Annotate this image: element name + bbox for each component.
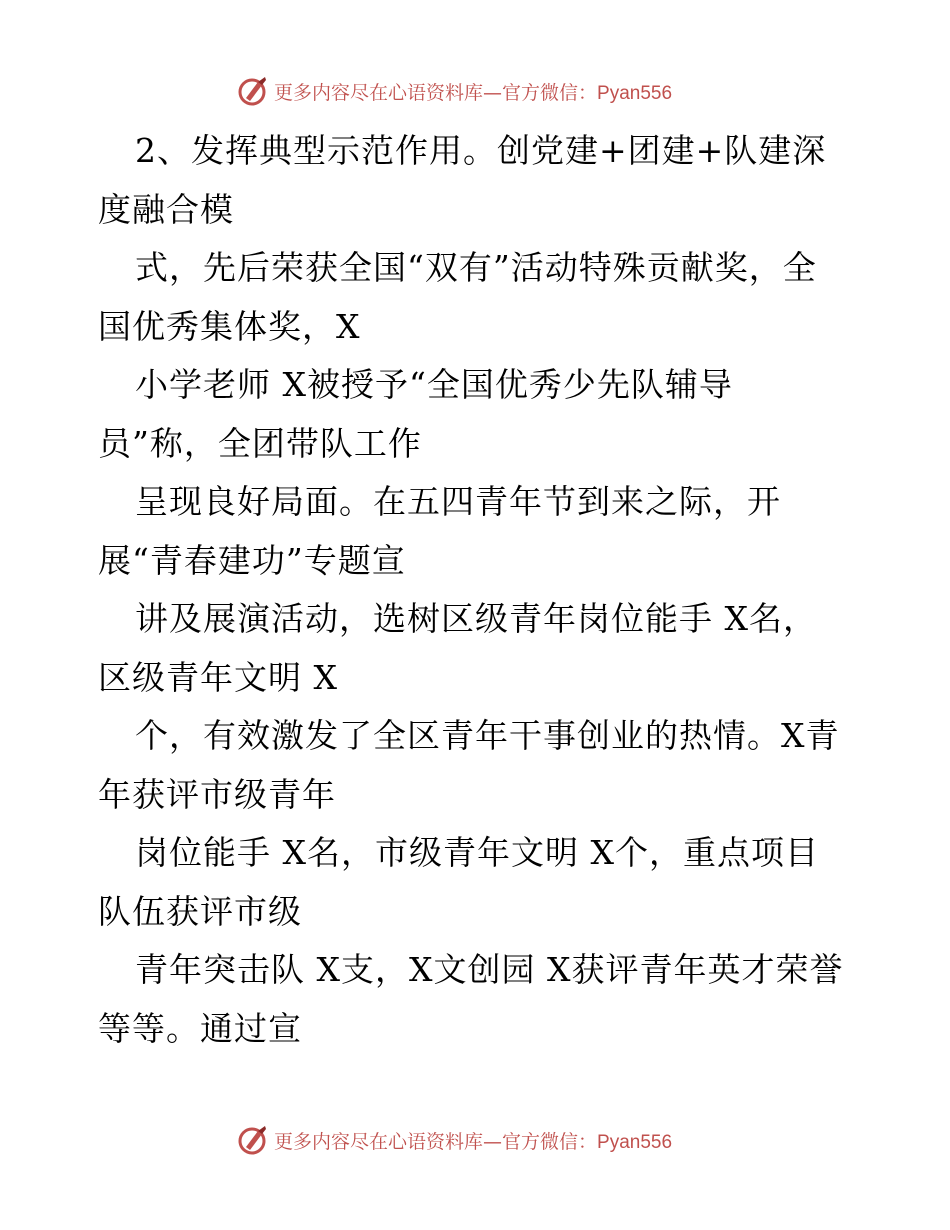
text-line: 小学老师 X被授予“全国优秀少先队辅导 — [135, 365, 733, 404]
watermark-text: 更多内容尽在心语资料库—官方微信：Pyan556 — [274, 81, 673, 104]
text-line: 2、发挥典型示范作用。创党建+团建+队建深 — [135, 131, 827, 170]
footer-watermark — [236, 1123, 672, 1157]
text-line: 年获评市级青年 — [98, 774, 336, 814]
header-watermark — [236, 74, 672, 108]
document-body — [98, 122, 858, 1058]
text-line: 队伍获评市级 — [98, 891, 302, 931]
text-line: 岗位能手 X名，市级青年文明 X个，重点项目 — [135, 833, 819, 872]
watermark-text: 更多内容尽在心语资料库—官方微信：Pyan556 — [274, 1130, 673, 1153]
pen-logo-icon — [236, 74, 270, 108]
pen-logo-icon — [236, 1123, 270, 1157]
text-line: 区级青年文明 X — [98, 657, 338, 697]
text-line: 式，先后荣获全国“双有”活动特殊贡献奖，全 — [135, 248, 817, 287]
text-line: 个，有效激发了全区青年干事创业的热情。X青 — [135, 716, 840, 755]
text-line: 呈现良好局面。在五四青年节到来之际，开 — [135, 482, 781, 521]
text-line: 讲及展演活动，选树区级青年岗位能手 X名， — [135, 599, 817, 638]
text-line: 展“青春建功”专题宣 — [98, 540, 406, 580]
text-line: 等等。通过宣 — [98, 1008, 302, 1048]
text-line: 度融合模 — [98, 189, 234, 229]
text-line: 国优秀集体奖，X — [98, 306, 361, 346]
text-line: 青年突击队 X支，X文创园 X获评青年英才荣誉 — [135, 950, 844, 989]
text-line: 员”称，全团带队工作 — [98, 423, 422, 463]
